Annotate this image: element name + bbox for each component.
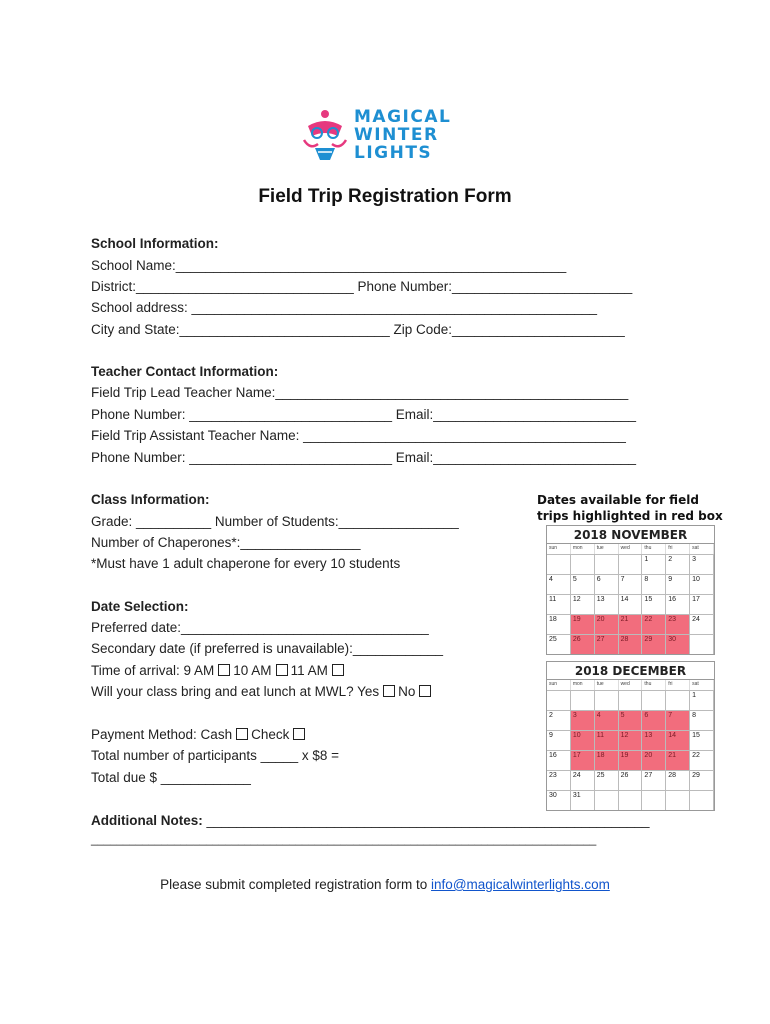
calendar-empty-cell	[595, 554, 619, 574]
calendar-day: 31	[571, 790, 595, 810]
calendar-day: 23	[547, 770, 571, 790]
calendar-day: 29	[642, 634, 666, 654]
payment-cash-checkbox[interactable]	[236, 728, 248, 740]
calendar-day: 2	[547, 710, 571, 730]
weekday-label: wed	[619, 680, 643, 690]
calendar-day: 2	[666, 554, 690, 574]
calendar-december-grid	[547, 690, 714, 810]
total-due-field[interactable]: Total due $ ____________	[91, 770, 251, 785]
calendar-november-title: 2018 NOVEMBER	[547, 526, 714, 544]
calendar-day: 18	[547, 614, 571, 634]
calendar-day: 6	[595, 574, 619, 594]
calendar-november-weekdays	[547, 544, 714, 554]
participants-field[interactable]: Total number of participants _____ x $8 =	[91, 748, 340, 763]
calendar-empty-cell	[547, 690, 571, 710]
calendar-day: 6	[642, 710, 666, 730]
calendar-day: 14	[666, 730, 690, 750]
calendar-day: 22	[642, 614, 666, 634]
calendar-day: 13	[642, 730, 666, 750]
calendar-day: 29	[690, 770, 714, 790]
weekday-label: mon	[571, 680, 595, 690]
school-name-field[interactable]: School Name:____________________________________________________	[91, 258, 567, 273]
notes-label: Additional Notes:	[91, 813, 203, 828]
calendar-empty-cell	[690, 790, 714, 810]
preferred-date-field[interactable]: Preferred date:_________________________________	[91, 620, 429, 635]
weekday-label: thu	[642, 544, 666, 554]
weekday-label: tue	[595, 544, 619, 554]
notes-line-1[interactable]: ___________________________________________________________	[202, 813, 650, 828]
lunch-label: Will your class bring and eat lunch at MWL? Yes	[91, 684, 380, 699]
calendar-empty-cell	[547, 554, 571, 574]
calendar-december-weekdays	[547, 680, 714, 690]
calendar-empty-cell	[666, 790, 690, 810]
calendar-day: 27	[642, 770, 666, 790]
email-link[interactable]: info@magicalwinterlights.com	[431, 877, 610, 892]
calendar-day: 15	[642, 594, 666, 614]
calendar-day: 4	[547, 574, 571, 594]
calendar-day: 24	[690, 614, 714, 634]
district-phone-field[interactable]: District:_____________________________ Phone Number:________________________	[91, 279, 633, 294]
arrival-11-label: 11 AM	[290, 663, 328, 678]
school-address-field[interactable]: School address: ______________________________________________________	[91, 300, 597, 315]
calendar-empty-cell	[619, 690, 643, 710]
calendar-december	[546, 661, 715, 811]
arrival-label: Time of arrival: 9 AM	[91, 663, 215, 678]
calendar-day: 8	[690, 710, 714, 730]
calendar-empty-cell	[666, 690, 690, 710]
city-zip-field[interactable]: City and State:____________________________ Zip Code:_______________________	[91, 322, 625, 337]
calendar-empty-cell	[690, 634, 714, 654]
weekday-label: thu	[642, 680, 666, 690]
page-title: Field Trip Registration Form	[258, 186, 512, 207]
chaperones-field[interactable]: Number of Chaperones*:________________	[91, 535, 361, 550]
calendar-day: 18	[595, 750, 619, 770]
logo-line-1: MAGICAL	[354, 107, 452, 127]
calendar-note	[537, 492, 727, 524]
calendar-day: 19	[571, 614, 595, 634]
lunch-yes-checkbox[interactable]	[383, 685, 395, 697]
calendar-empty-cell	[595, 690, 619, 710]
calendar-empty-cell	[619, 554, 643, 574]
school-heading: School Information:	[91, 236, 219, 251]
notes-row	[91, 813, 649, 828]
calendar-day: 20	[595, 614, 619, 634]
teacher-heading: Teacher Contact Information:	[91, 364, 279, 379]
logo-line-2: WINTER	[354, 125, 439, 145]
calendar-day: 5	[571, 574, 595, 594]
mask-logo-icon	[300, 106, 350, 166]
calendar-day: 28	[666, 770, 690, 790]
calendar-day: 19	[619, 750, 643, 770]
calendar-empty-cell	[595, 790, 619, 810]
calendar-day: 26	[619, 770, 643, 790]
weekday-label: fri	[666, 544, 690, 554]
arrival-10-label: 10 AM	[233, 663, 272, 678]
calendar-day: 1	[642, 554, 666, 574]
calendar-day: 16	[666, 594, 690, 614]
weekday-label: sat	[690, 544, 714, 554]
payment-check-label: Check	[251, 727, 290, 742]
weekday-label: tue	[595, 680, 619, 690]
payment-row	[91, 727, 308, 742]
chaperone-note: *Must have 1 adult chaperone for every 10 students	[91, 556, 401, 571]
weekday-label: sun	[547, 680, 571, 690]
assistant-teacher-field[interactable]: Field Trip Assistant Teacher Name: ___________________________________________	[91, 428, 626, 443]
logo	[300, 106, 460, 168]
date-heading: Date Selection:	[91, 599, 189, 614]
footer-text: Please submit completed registration form to	[160, 877, 432, 892]
calendar-note-line-1: Dates available for field	[537, 493, 699, 507]
secondary-date-field[interactable]: Secondary date (if preferred is unavailable):____________	[91, 641, 443, 656]
calendar-day: 28	[619, 634, 643, 654]
calendar-day: 7	[666, 710, 690, 730]
calendar-empty-cell	[642, 690, 666, 710]
logo-line-3: LIGHTS	[354, 143, 433, 163]
arrival-time-row	[91, 663, 347, 678]
weekday-label: fri	[666, 680, 690, 690]
calendar-november	[546, 525, 715, 655]
calendar-day: 5	[619, 710, 643, 730]
weekday-label: mon	[571, 544, 595, 554]
weekday-label: wed	[619, 544, 643, 554]
calendar-day: 3	[690, 554, 714, 574]
arrival-9am-checkbox[interactable]	[218, 664, 230, 676]
calendar-day: 9	[547, 730, 571, 750]
grade-students-field[interactable]: Grade: __________ Number of Students:________________	[91, 514, 459, 529]
calendar-november-grid	[547, 554, 714, 654]
calendar-day: 15	[690, 730, 714, 750]
calendar-day: 17	[690, 594, 714, 614]
calendar-day: 12	[571, 594, 595, 614]
weekday-label: sun	[547, 544, 571, 554]
calendar-day: 21	[619, 614, 643, 634]
assistant-phone-email-field[interactable]: Phone Number: ___________________________ Email:___________________________	[91, 450, 636, 465]
calendar-day: 10	[690, 574, 714, 594]
lunch-no-checkbox[interactable]	[419, 685, 431, 697]
calendar-day: 22	[690, 750, 714, 770]
notes-line-2[interactable]: _______________________________________________________________________________	[91, 834, 597, 846]
calendar-day: 11	[547, 594, 571, 614]
calendar-day: 1	[690, 690, 714, 710]
calendar-day: 21	[666, 750, 690, 770]
calendar-day: 25	[547, 634, 571, 654]
lead-teacher-field[interactable]: Field Trip Lead Teacher Name:_______________________________________________	[91, 385, 629, 400]
calendar-day: 20	[642, 750, 666, 770]
calendar-day: 8	[642, 574, 666, 594]
arrival-10am-checkbox[interactable]	[276, 664, 288, 676]
calendar-day: 11	[595, 730, 619, 750]
lunch-row	[91, 684, 434, 699]
lunch-no-label: No	[398, 684, 416, 699]
calendar-day: 10	[571, 730, 595, 750]
calendar-day: 9	[666, 574, 690, 594]
calendar-december-title: 2018 DECEMBER	[547, 662, 714, 680]
calendar-empty-cell	[619, 790, 643, 810]
calendar-day: 24	[571, 770, 595, 790]
calendar-day: 30	[666, 634, 690, 654]
calendar-empty-cell	[642, 790, 666, 810]
submit-instructions	[0, 877, 770, 892]
calendar-day: 25	[595, 770, 619, 790]
calendar-day: 14	[619, 594, 643, 614]
calendar-day: 17	[571, 750, 595, 770]
calendar-day: 12	[619, 730, 643, 750]
calendar-day: 16	[547, 750, 571, 770]
calendar-day: 23	[666, 614, 690, 634]
payment-label: Payment Method: Cash	[91, 727, 233, 742]
calendar-day: 4	[595, 710, 619, 730]
class-heading: Class Information:	[91, 492, 210, 507]
lead-phone-email-field[interactable]: Phone Number: ___________________________ Email:___________________________	[91, 407, 636, 422]
calendar-day: 13	[595, 594, 619, 614]
calendar-day: 7	[619, 574, 643, 594]
calendar-empty-cell	[571, 554, 595, 574]
payment-check-checkbox[interactable]	[293, 728, 305, 740]
calendar-note-line-2: trips highlighted in red box	[537, 509, 723, 523]
weekday-label: sat	[690, 680, 714, 690]
calendar-day: 30	[547, 790, 571, 810]
calendar-day: 26	[571, 634, 595, 654]
calendar-day: 27	[595, 634, 619, 654]
calendar-empty-cell	[571, 690, 595, 710]
arrival-11am-checkbox[interactable]	[332, 664, 344, 676]
calendar-day: 3	[571, 710, 595, 730]
